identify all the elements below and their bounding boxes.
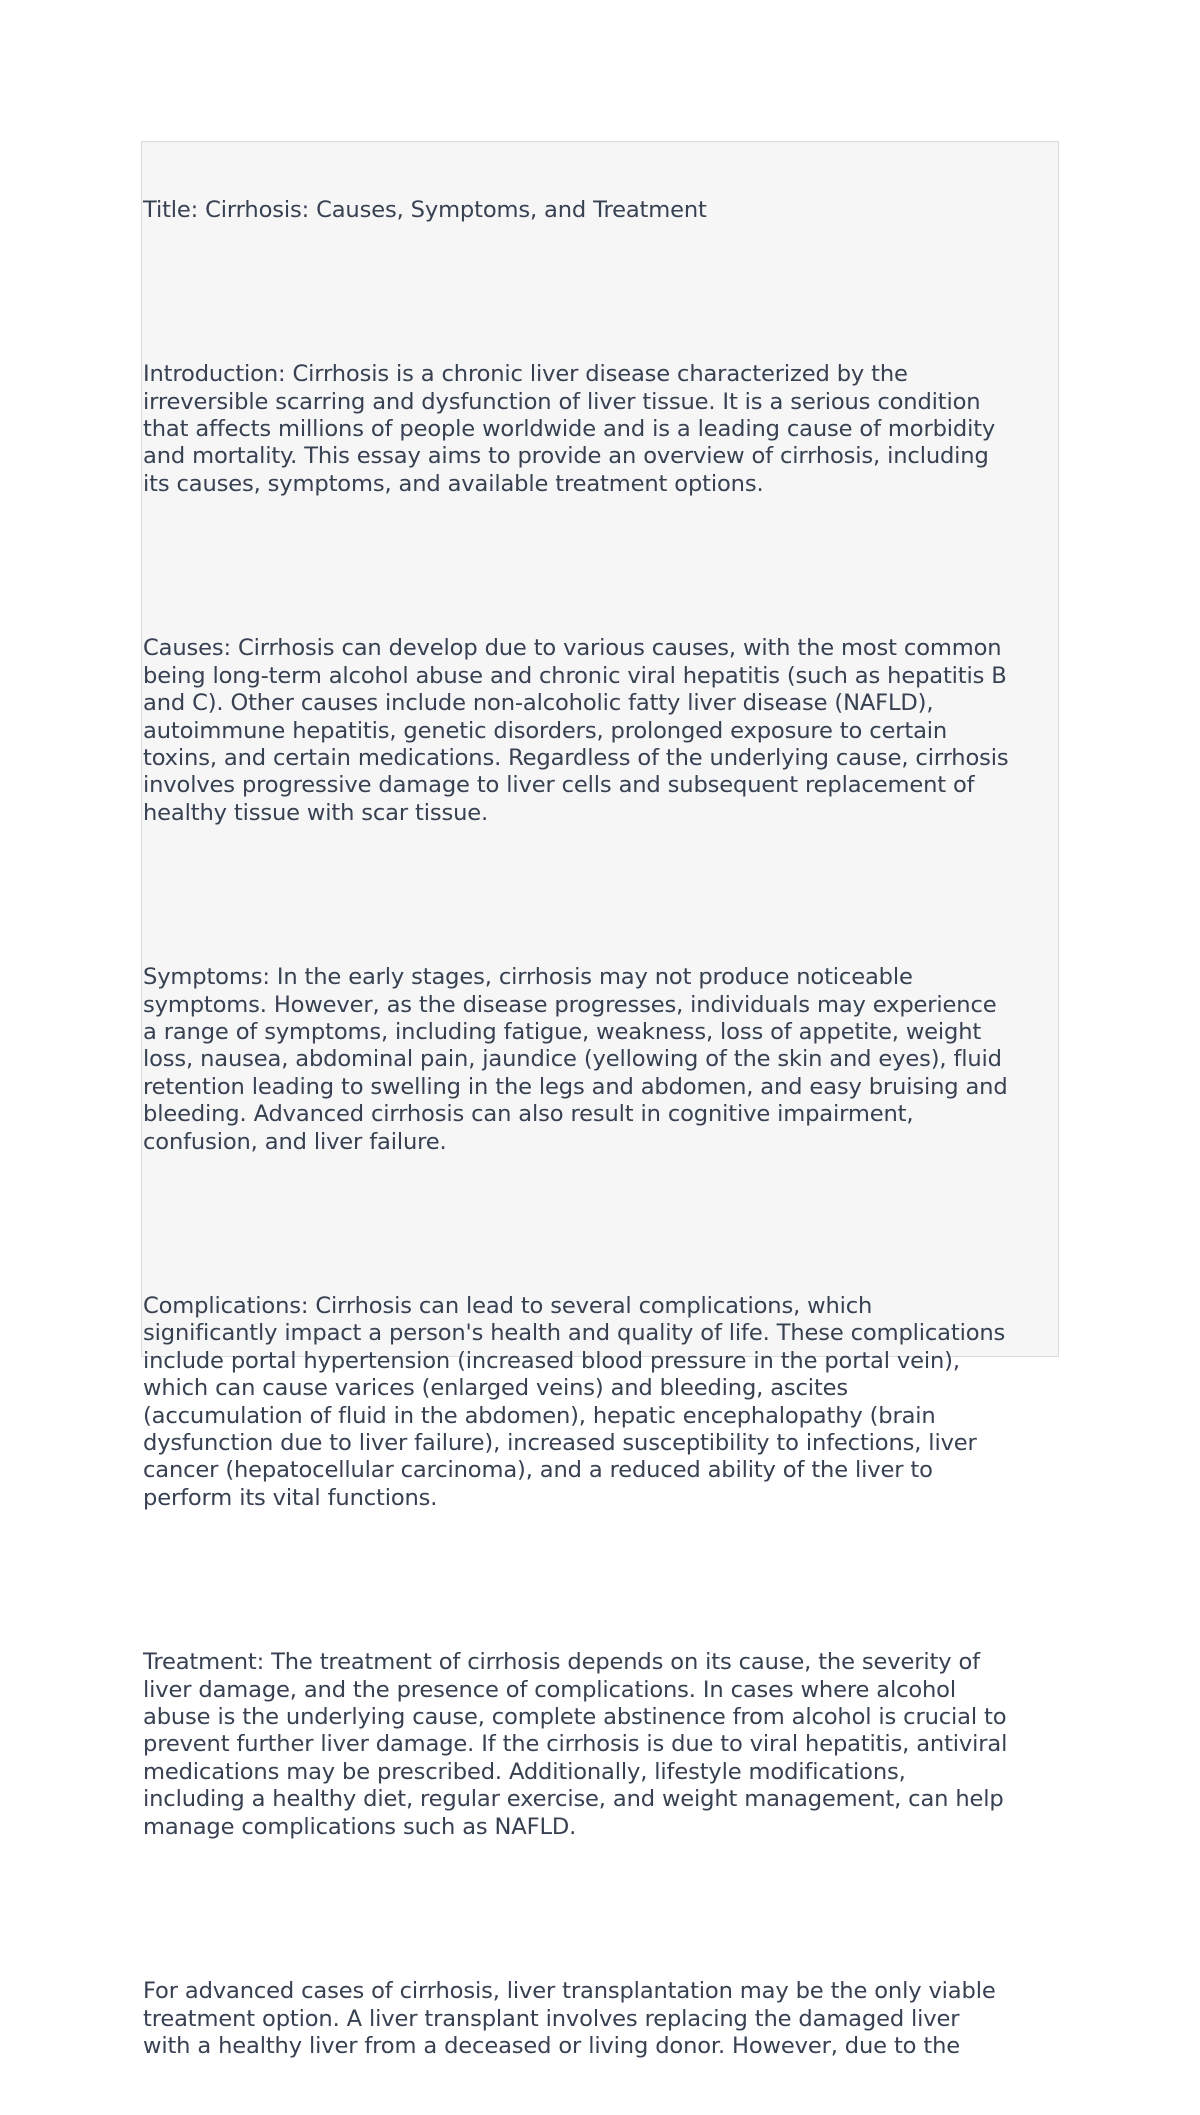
paragraph-gap: [143, 1896, 1058, 1923]
paragraph-gap: [143, 882, 1058, 909]
symptoms-paragraph: Symptoms: In the early stages, cirrhosis may not produce noticeable symptoms. However, as the disease progresses, individuals may experience a range of symptoms, including fatigue, weakness, loss of appetite, weight loss, nausea, abdominal pain, jaundice (yellowing of the skin and eyes), fluid retention leading to swelling in the legs and abdomen, and easy bruising and bleeding. Advanced cirrhosis can also result in cognitive impairment, confusion, and liver failure.: [143, 964, 1008, 1155]
complications-paragraph: Complications: Cirrhosis can lead to several complications, which significantly impact a person's health and quality of life. These complications include portal hypertension (increased blood pressure in the portal vein), which can cause varices (enlarged veins) and bleeding, ascites (accumulation of fluid in the abdomen), hepatic encephalopathy (brain dysfunction due to liver failure), increased susceptibility to infections, liver cancer (hepatocellular carcinoma), and a reduced ability of the liver to perform its vital functions.: [143, 1293, 1006, 1511]
essay-text-box: [141, 141, 1059, 2059]
paragraph-gap: [143, 279, 1058, 306]
essay-content: [143, 142, 1058, 2115]
title-line: Title: Cirrhosis: Causes, Symptoms, and Treatment: [143, 196, 707, 223]
paragraph-gap: [143, 1211, 1058, 1238]
transplant-paragraph: For advanced cases of cirrhosis, liver transplantation may be the only viable treatment option. A liver transplant involves replacing the damaged liver with a healthy liver from a deceased or living donor. However, due to the: [143, 1978, 996, 2059]
treatment-paragraph: Treatment: The treatment of cirrhosis depends on its cause, the severity of liver damage, and the presence of complications. In cases where alcohol abuse is the underlying cause, complete abstinence from alcohol is crucial to prevent further liver damage. If the cirrhosis is due to viral hepatitis, antiviral medications may be prescribed. Additionally, lifestyle modifications, including a healthy diet, regular exercise, and weight management, can help manage complications such as NAFLD.: [143, 1649, 1008, 1840]
paragraph-gap: [143, 1567, 1058, 1594]
causes-paragraph: Causes: Cirrhosis can develop due to various causes, with the most common being long-term alcohol abuse and chronic viral hepatitis (such as hepatitis B and C). Other causes include non-alcoholic fatty liver disease (NAFLD), autoimmune hepatitis, genetic disorders, prolonged exposure to certain toxins, and certain medications. Regardless of the underlying cause, cirrhosis involves progressive damage to liver cells and subsequent replacement of healthy tissue with scar tissue.: [143, 635, 1009, 826]
introduction-paragraph: Introduction: Cirrhosis is a chronic liver disease characterized by the irreversible scarring and dysfunction of liver tissue. It is a serious condition that affects millions of people worldwide and is a leading cause of morbidity and mortality. This essay aims to provide an overview of cirrhosis, including its causes, symptoms, and available treatment options.: [143, 361, 996, 497]
paragraph-gap: [143, 553, 1058, 580]
